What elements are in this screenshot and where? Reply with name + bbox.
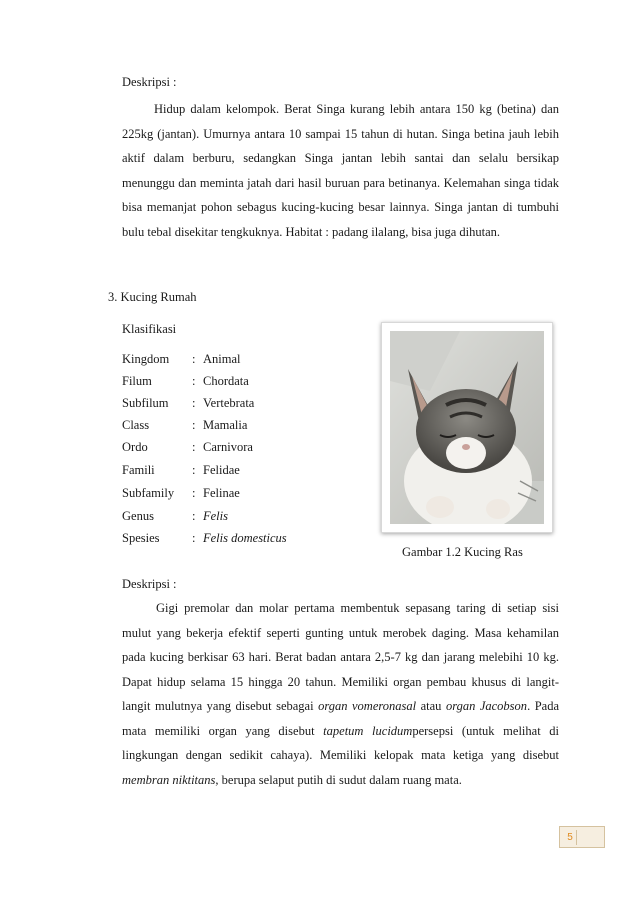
classification-key: Class	[122, 418, 150, 432]
cat-photo	[390, 331, 544, 524]
page-number: 5	[564, 830, 577, 845]
paragraph-singa-description: Hidup dalam kelompok. Berat Singa kurang lebih antara 150 kg (betina) dan 225kg (jantan). Umurnya antara 10 sampai 15 tahun di hutan. Singa betina jauh lebih aktif dalam berburu, sedangkan Singa jantan lebih santai dan selalu bersikap menunggu dan meminta jatah dari hasil buruan para betinanya. Kelemahan singa tidak bisa memanjat pohon sebagus kucing-kucing besar lainnya. Singa jantan di tumbuhi bulu tebal disekitar tengkuknya. Habitat : padang ilalang, bisa juga dihutan.	[122, 102, 559, 239]
paragraph-kucing-description	[122, 596, 559, 792]
classification-key: Filum	[122, 374, 152, 388]
section-title-kucing-rumah: 3. Kucing Rumah	[108, 290, 197, 304]
section-heading-deskripsi-kucing: Deskripsi :	[122, 577, 177, 591]
classification-value: Chordata	[203, 374, 249, 388]
classification-value: Felinae	[203, 486, 240, 500]
term-membran-niktitans: membran niktitans	[122, 772, 216, 787]
classification-key: Subfamily	[122, 486, 175, 500]
classification-value: Carnivora	[203, 440, 253, 454]
desc-text: . Pada mata memiliki organ yang disebut	[122, 699, 559, 738]
classification-value: Animal	[203, 352, 241, 366]
desc-text: Gigi premolar dan molar pertama membentuk sepasang taring di setiap sisi mulut yang bekerja efektif seperti gunting untuk merobek daging. Masa kehamilan pada kucing berkisar 63 hari. Berat badan antara 2,5-7 kg dan jarang melebihi 10 kg. Dapat hidup selama 15 hingga 20 tahun. Memiliki organ pembau khusus di langit-langit mulutnya yang disebut sebagai	[122, 601, 559, 713]
klasifikasi-label: Klasifikasi	[122, 322, 177, 336]
classification-separator: :	[192, 418, 196, 432]
classification-key: Genus	[122, 509, 154, 523]
classification-key: Kingdom	[122, 352, 170, 366]
desc-text: atau	[416, 699, 446, 713]
classification-separator: :	[192, 463, 196, 477]
classification-key: Ordo	[122, 440, 148, 454]
section-heading-deskripsi: Deskripsi :	[122, 75, 177, 89]
term-tapetum-lucidum: tapetum lucidum	[323, 723, 413, 738]
classification-separator: :	[192, 396, 196, 410]
desc-text: persepsi (untuk melihat di lingkungan dengan sedikit cahaya). Memiliki kelopak mata ketiga yang disebut	[122, 723, 560, 762]
classification-separator: :	[192, 509, 196, 523]
figure-caption: Gambar 1.2 Kucing Ras	[402, 545, 523, 559]
classification-value: Felis	[203, 509, 228, 523]
term-organ-vomeronasal: organ vomeronasal	[318, 699, 417, 713]
classification-separator: :	[192, 486, 196, 500]
page-number-badge	[559, 826, 605, 848]
classification-separator: :	[192, 531, 196, 545]
cat-photo-frame	[381, 322, 553, 533]
classification-key: Spesies	[122, 531, 160, 545]
classification-separator: :	[192, 374, 196, 388]
classification-key: Subfilum	[122, 396, 169, 410]
classification-value: Mamalia	[203, 418, 248, 432]
classification-value: Felidae	[203, 463, 240, 477]
classification-separator: :	[192, 440, 196, 454]
classification-separator: :	[192, 352, 196, 366]
classification-value: Vertebrata	[203, 396, 255, 410]
classification-value: Felis domesticus	[203, 531, 287, 545]
term-organ-jacobson: organ Jacobson	[445, 699, 528, 713]
classification-key: Famili	[122, 463, 155, 477]
desc-text: , berupa selaput putih di sudut dalam ruang mata.	[215, 772, 462, 787]
